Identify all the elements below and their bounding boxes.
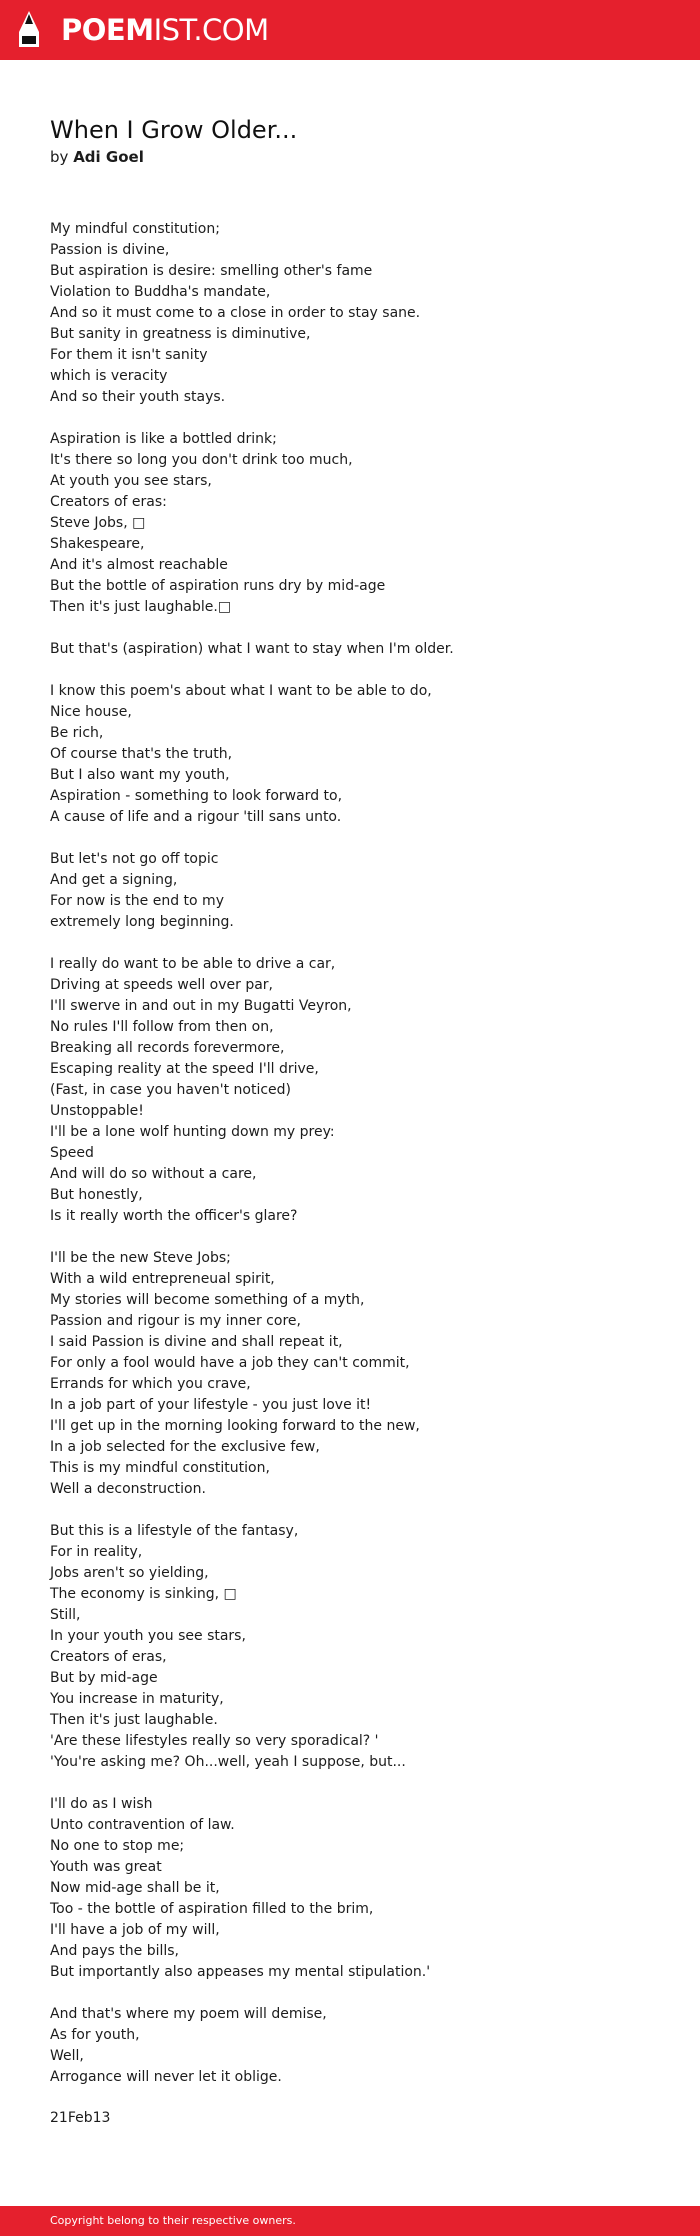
poem-line: Steve Jobs, □ (50, 515, 146, 531)
poem-line: Speed (50, 1145, 94, 1161)
poem-line: With a wild entrepreneual spirit, (50, 1271, 275, 1287)
poem-line: For now is the end to my (50, 893, 224, 909)
poem-line: A cause of life and a rigour 'till sans unto. (50, 809, 342, 825)
poem-line: Errands for which you crave, (50, 1376, 251, 1392)
poem-line: Escaping reality at the speed I'll drive, (50, 1061, 319, 1077)
poem-line: I really do want to be able to drive a car, (50, 956, 336, 972)
poem-line: No one to stop me; (50, 1838, 185, 1854)
poem-line: Aspiration - something to look forward to, (50, 788, 343, 804)
poem-title: When I Grow Older... (50, 116, 298, 144)
poem-line: My stories will become something of a myth, (50, 1292, 365, 1308)
poem-line: Shakespeare, (50, 536, 145, 552)
poem-line: 'You're asking me? Oh...well, yeah I suppose, but... (50, 1754, 406, 1770)
poem-line: I'll be the new Steve Jobs; (50, 1250, 231, 1266)
poem-line: And that's where my poem will demise, (50, 2006, 327, 2022)
copyright-text: Copyright belong to their respective owners. (50, 2214, 296, 2227)
stanza-break (50, 933, 670, 954)
poem-line: In a job part of your lifestyle - you just love it! (50, 1397, 372, 1413)
poem-line: The economy is sinking, □ (50, 1586, 237, 1602)
poem-line: My mindful constitution; (50, 221, 220, 237)
poem-line: Creators of eras, (50, 1649, 167, 1665)
poem-line: Is it really worth the officer's glare? (50, 1208, 298, 1224)
poem-line: Still, (50, 1607, 81, 1623)
poem-line: I said Passion is divine and shall repeat it, (50, 1334, 343, 1350)
poem-line: And will do so without a care, (50, 1166, 257, 1182)
poem-line: And so their youth stays. (50, 389, 226, 405)
poem-line: But importantly also appeases my mental stipulation.' (50, 1964, 431, 1980)
by-label: by (50, 148, 69, 166)
poem-line: No rules I'll follow from then on, (50, 1019, 274, 1035)
poem-line: But sanity in greatness is diminutive, (50, 326, 311, 342)
byline (50, 148, 144, 166)
poem-line: Youth was great (50, 1859, 162, 1875)
poem-line: Violation to Buddha's mandate, (50, 284, 271, 300)
pen-nib-icon[interactable] (16, 10, 42, 50)
poem-line: And it's almost reachable (50, 557, 228, 573)
poem-line: But that's (aspiration) what I want to stay when I'm older. (50, 641, 454, 657)
poem-line: Then it's just laughable.□ (50, 599, 232, 615)
poem-line: (Fast, in case you haven't noticed) (50, 1082, 292, 1098)
poem-line: You increase in maturity, (50, 1691, 224, 1707)
stanza-break (50, 1227, 670, 1248)
poem-line: Arrogance will never let it oblige. (50, 2069, 282, 2085)
poem-line: Be rich, (50, 725, 104, 741)
logo-bold-text: POEM (61, 13, 154, 47)
poem-line: extremely long beginning. (50, 914, 234, 930)
poem-line: Now mid-age shall be it, (50, 1880, 220, 1896)
stanza-break (50, 618, 670, 639)
poem-line: Of course that's the truth, (50, 746, 233, 762)
poem-line: I'll do as I wish (50, 1796, 153, 1812)
poem-line: I'll be a lone wolf hunting down my prey: (50, 1124, 335, 1140)
poem-line: Breaking all records forevermore, (50, 1040, 285, 1056)
poem-line: At youth you see stars, (50, 473, 212, 489)
poem-line: Too - the bottle of aspiration filled to the brim, (50, 1901, 374, 1917)
poem-line: It's there so long you don't drink too much, (50, 452, 353, 468)
poem-line: Creators of eras: (50, 494, 167, 510)
stanza-break (50, 660, 670, 681)
poem-line: But this is a lifestyle of the fantasy, (50, 1523, 299, 1539)
poem-line: 'Are these lifestyles really so very sporadical? ' (50, 1733, 379, 1749)
poem-body (50, 219, 670, 2088)
poem-line: Nice house, (50, 704, 132, 720)
poem-line: Aspiration is like a bottled drink; (50, 431, 277, 447)
poem-line: But honestly, (50, 1187, 143, 1203)
site-footer (0, 2206, 700, 2236)
poem-line: I'll have a job of my will, (50, 1922, 220, 1938)
poem-line: which is veracity (50, 368, 168, 384)
stanza-break (50, 1773, 670, 1794)
poem-line: As for youth, (50, 2027, 140, 2043)
poem-line: And pays the bills, (50, 1943, 180, 1959)
poem-line: But aspiration is desire: smelling other's fame (50, 263, 373, 279)
stanza-break (50, 1983, 670, 2004)
site-header (0, 0, 700, 60)
poem-line: But let's not go off topic (50, 851, 219, 867)
poem-line: Passion and rigour is my inner core, (50, 1313, 301, 1329)
poem-line: But the bottle of aspiration runs dry by mid-age (50, 578, 386, 594)
poem-line: For only a fool would have a job they can't commit, (50, 1355, 410, 1371)
poem-line: And so it must come to a close in order to stay sane. (50, 305, 421, 321)
poem-line: Jobs aren't so yielding, (50, 1565, 209, 1581)
poem-line: Well, (50, 2048, 84, 2064)
author-name[interactable]: Adi Goel (73, 148, 144, 166)
stanza-break (50, 828, 670, 849)
poem-line: I'll swerve in and out in my Bugatti Veyron, (50, 998, 352, 1014)
poem-line: This is my mindful constitution, (50, 1460, 270, 1476)
poem-line: Driving at speeds well over par, (50, 977, 274, 993)
poem-line: In your youth you see stars, (50, 1628, 246, 1644)
site-logo[interactable] (61, 10, 269, 50)
stanza-break (50, 408, 670, 429)
poem-line: And get a signing, (50, 872, 178, 888)
poem-line: Then it's just laughable. (50, 1712, 218, 1728)
poem-line: Unstoppable! (50, 1103, 144, 1119)
logo-light-text: IST.COM (153, 13, 269, 47)
poem-line: But by mid-age (50, 1670, 158, 1686)
poem-line: Unto contravention of law. (50, 1817, 235, 1833)
poem-line: For them it isn't sanity (50, 347, 208, 363)
poem-date: 21Feb13 (50, 2110, 111, 2126)
poem-line: Well a deconstruction. (50, 1481, 206, 1497)
poem-line: I'll get up in the morning looking forward to the new, (50, 1418, 420, 1434)
stanza-break (50, 1500, 670, 1521)
poem-line: I know this poem's about what I want to be able to do, (50, 683, 432, 699)
poem-line: For in reality, (50, 1544, 143, 1560)
poem-line: Passion is divine, (50, 242, 170, 258)
poem-line: In a job selected for the exclusive few, (50, 1439, 320, 1455)
poem-line: But I also want my youth, (50, 767, 230, 783)
